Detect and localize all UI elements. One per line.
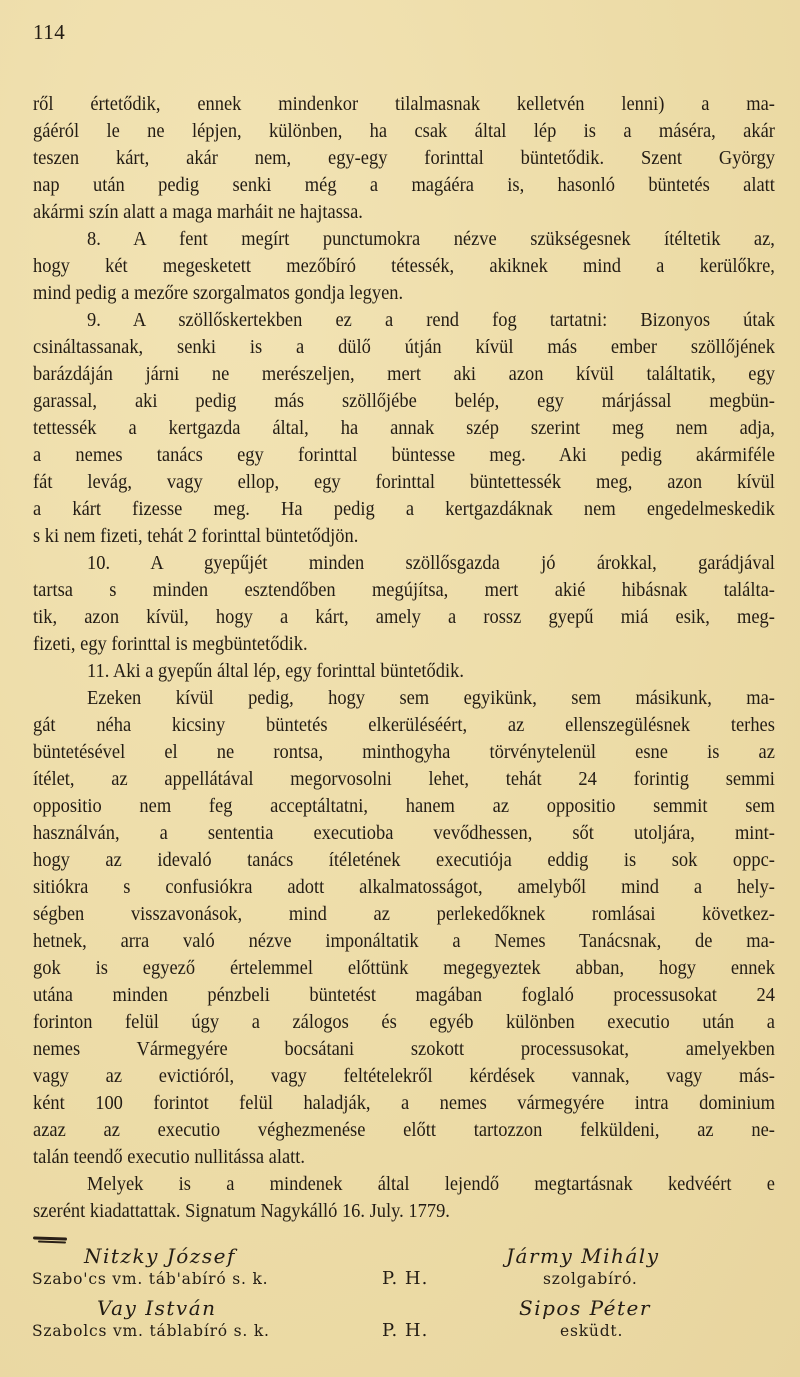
text-line: a kárt fizesse meg. Ha pedig a kertgazdáknak nem engedelmeskedik: [33, 498, 775, 520]
seal-mark: P. H.: [382, 1268, 429, 1289]
text-line: gát néha kicsiny büntetés elkerüléséért, az ellenszegülésnek terhes: [33, 714, 775, 736]
page-number: 114: [33, 20, 66, 44]
signatory-name: Jármy Mihály: [506, 1244, 660, 1268]
text-line: 11. Aki a gyepűn által lép, egy forinttal büntetődik.: [87, 660, 464, 682]
text-line: s ki nem fizeti, tehát 2 forinttal büntetődjön.: [33, 525, 359, 547]
text-line: tettessék a kertgazda által, ha annak szép szerint meg nem adja,: [33, 417, 775, 439]
signatory-name: Sipos Péter: [519, 1296, 651, 1320]
text-line: vagy az evictióról, vagy feltételekről kérdések vannak, vagy más-: [33, 1065, 775, 1087]
signatory-name: Nitzky József: [84, 1244, 236, 1268]
text-line: gok is egyező értelemmel előttünk megegyeztek abban, hogy ennek: [33, 957, 775, 979]
text-line: használván, a sententia executioba vevődhessen, sőt utoljára, mint-: [33, 822, 775, 844]
text-line: ként 100 forintot felül haladják, a nemes vármegyére intra dominium: [33, 1092, 775, 1114]
seal-mark: P. H.: [382, 1320, 429, 1341]
text-line: hetnek, arra való nézve imponáltatik a Nemes Tanácsnak, de ma-: [33, 930, 775, 952]
signatory-title: esküdt.: [560, 1322, 624, 1340]
signatory-title: Szabolcs vm. táblabíró s. k.: [32, 1322, 270, 1340]
text-line: sitiókra s confusiókra adott alkalmatosságot, amelyből mind a hely-: [33, 876, 775, 898]
text-line: tik, azon kívül, hogy a kárt, amely a rossz gyepű miá esik, meg-: [33, 606, 775, 628]
text-line: teszen kárt, akár nem, egy-egy forinttal büntetődik. Szent György: [33, 147, 775, 169]
document-body: [33, 91, 775, 1225]
signatory-name: Vay István: [97, 1296, 217, 1320]
decorative-dash: [38, 1241, 66, 1244]
text-line: Ezeken kívül pedig, hogy sem egyikünk, sem másikunk, ma-: [87, 687, 775, 709]
text-line: hogy két megesketett mezőbíró tétessék, akiknek mind a kerülőkre,: [33, 255, 775, 277]
text-line: 8. A fent megírt punctumokra nézve szükségesnek ítéltetik az,: [87, 228, 775, 250]
text-line: utána minden pénzbeli büntetést magában foglaló processusokat 24: [33, 984, 775, 1006]
text-line: Melyek is a mindenek által lejendő megtartásnak kedvéért e: [87, 1173, 775, 1195]
text-line: szerént kiadattattak. Signatum Nagykálló 16. July. 1779.: [33, 1200, 450, 1222]
text-line: forinton felül úgy a zálogos és egyéb különben executio után a: [33, 1011, 775, 1033]
text-line: nemes Vármegyére bocsátani szokott processusokat, amelyekben: [33, 1038, 775, 1060]
text-line: talán teendő executio nullitássa alatt.: [33, 1146, 306, 1168]
text-line: 9. A szöllőskertekben ez a rend fog tartatni: Bizonyos útak: [87, 309, 775, 331]
text-line: 10. A gyepűjét minden szöllősgazda jó árokkal, garádjával: [87, 552, 775, 574]
text-line: oppositio nem feg acceptáltatni, hanem az oppositio semmit sem: [33, 795, 775, 817]
signatory-title: szolgabíró.: [543, 1270, 638, 1288]
text-line: ítélet, az appellátával megorvosolni lehet, tehát 24 forintig semmi: [33, 768, 775, 790]
text-line: akármi szín alatt a maga marháit ne hajtassa.: [33, 201, 363, 223]
text-line: ről értetődik, ennek mindenkor tilalmasnak kelletvén lenni) a ma-: [33, 93, 775, 115]
signatory-title: Szabo'cs vm. táb'abíró s. k.: [32, 1270, 269, 1288]
text-line: nap után pedig senki még a magáéra is, hasonló büntetés alatt: [33, 174, 775, 196]
text-line: azaz az executio véghezmenése előtt tartozzon felküldeni, az ne-: [33, 1119, 775, 1141]
text-line: barázdáján járni ne merészeljen, mert aki azon kívül találtatik, egy: [33, 363, 775, 385]
text-line: ségben visszavonások, mind az perlekedőknek romlásai következ-: [33, 903, 775, 925]
text-line: tartsa s minden esztendőben megújítsa, mert akié hibásnak találta-: [33, 579, 775, 601]
text-line: a nemes tanács egy forinttal büntesse meg. Aki pedig akármiféle: [33, 444, 775, 466]
text-line: mind pedig a mezőre szorgalmatos gondja legyen.: [33, 282, 404, 304]
signature-block: [0, 1230, 800, 1360]
text-line: csináltassanak, senki is a dülő útján kívül más ember szöllőjének: [33, 336, 775, 358]
text-line: hogy az idevaló tanács ítéletének executiója eddig is sok oppc-: [33, 849, 775, 871]
text-line: büntetésével el ne rontsa, minthogyha törvénytelenül esne is az: [33, 741, 775, 763]
text-line: fizeti, egy forinttal is megbüntetődik.: [33, 633, 308, 655]
text-line: fát levág, vagy ellop, egy forinttal büntettessék meg, azon kívül: [33, 471, 775, 493]
text-line: garassal, aki pedig más szöllőjébe belép, egy márjással megbün-: [33, 390, 775, 412]
text-line: gáéról le ne lépjen, különben, ha csak által lép is a máséra, akár: [33, 120, 775, 142]
